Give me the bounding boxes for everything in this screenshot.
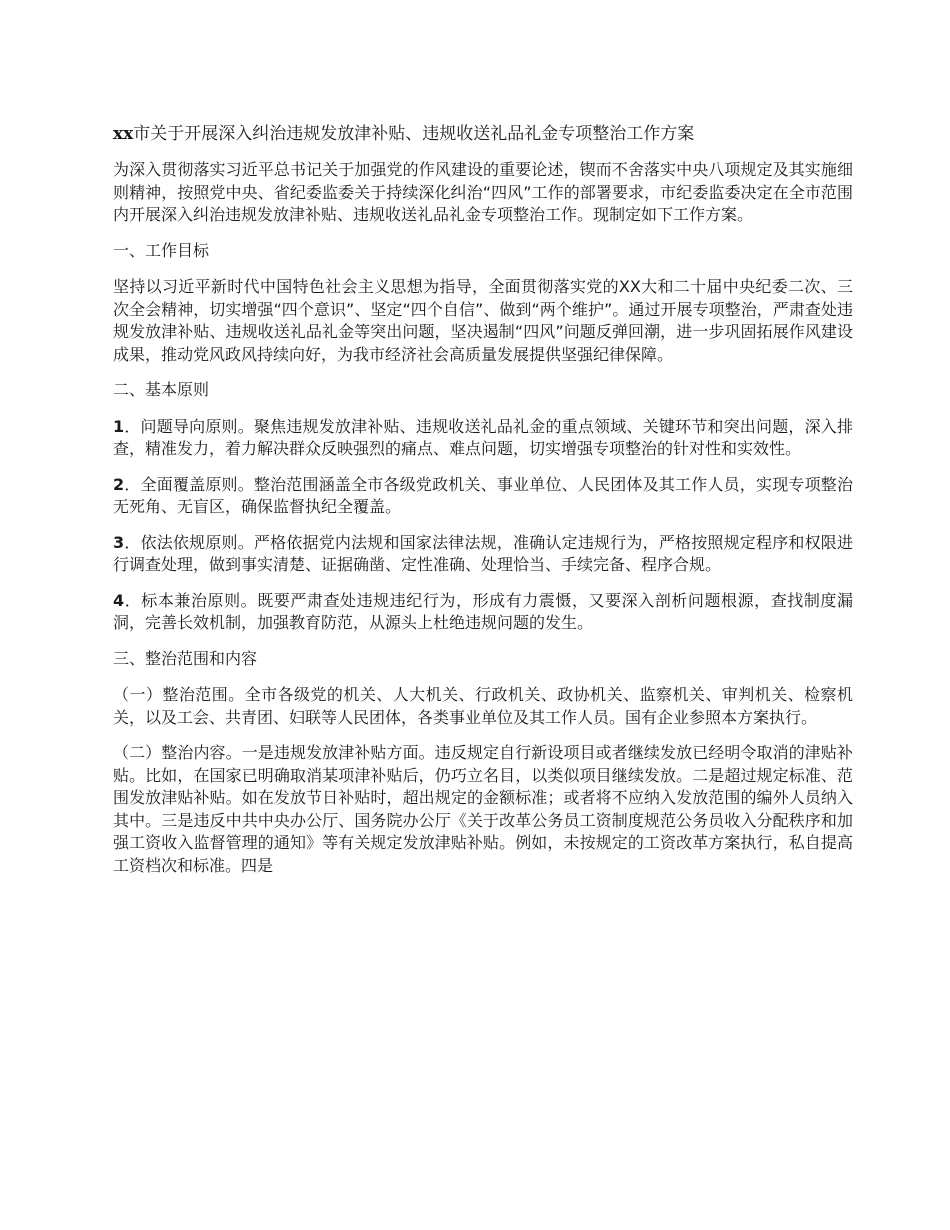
principle-text: ．全面覆盖原则。整治范围涵盖全市各级党政机关、事业单位、人民团体及其工作人员，实现专项整治无死角、无盲区，确保监督执纪全覆盖。 bbox=[113, 474, 853, 516]
principle-number: 1 bbox=[113, 416, 125, 436]
principle-number: 4 bbox=[113, 590, 125, 610]
title-prefix: xx bbox=[113, 124, 134, 144]
principle-item bbox=[113, 474, 853, 519]
goals-paragraph: 坚持以习近平新时代中国特色社会主义思想为指导，全面贯彻落实党的XX大和二十届中央纪委二次、三次全会精神，切实增强“四个意识”、坚定“四个自信”、做到“两个维护”。通过开展专项整治，严肃查处违规发放津补贴、违规收送礼品礼金等突出问题，坚决遏制“四风”问题反弹回潮，进一步巩固拓展作风建设成果，推动党风政风持续向好，为我市经济社会高质量发展提供坚强纪律保障。 bbox=[113, 277, 853, 364]
section-heading-scope: 三、整治范围和内容 bbox=[113, 648, 258, 668]
scope-paragraph: （一）整治范围。全市各级党的机关、人大机关、行政机关、政协机关、监察机关、审判机关、检察机关，以及工会、共青团、妇联等人民团体，各类事业单位及其工作人员。国有企业参照本方案执行。 bbox=[113, 685, 853, 727]
document-page bbox=[113, 122, 853, 890]
intro-paragraph: 为深入贯彻落实习近平总书记关于加强党的作风建设的重要论述，锲而不舍落实中央八项规定及其实施细则精神，按照党中央、省纪委监委关于持续深化纠治“四风”工作的部署要求，市纪委监委决定在全市范围内开展深入纠治违规发放津补贴、违规收送礼品礼金专项整治工作。现制定如下工作方案。 bbox=[113, 160, 853, 224]
principle-number: 2 bbox=[113, 474, 125, 494]
document-title bbox=[113, 122, 853, 146]
principle-text: ．依法依规原则。严格依据党内法规和国家法律法规，准确认定违规行为，严格按照规定程序和权限进行调查处理，做到事实清楚、证据确凿、定性准确、处理恰当、手续完备、程序合规。 bbox=[113, 532, 853, 574]
principle-text: ．标本兼治原则。既要严肃查处违规违纪行为，形成有力震慑，又要深入剖析问题根源，查找制度漏洞，完善长效机制，加强教育防范，从源头上杜绝违规问题的发生。 bbox=[113, 590, 853, 632]
principle-text: ．问题导向原则。聚焦违规发放津补贴、违规收送礼品礼金的重点领域、关键环节和突出问题，深入排查，精准发力，着力解决群众反映强烈的痛点、难点问题，切实增强专项整治的针对性和实效性。 bbox=[113, 416, 853, 458]
title-text: 市关于开展深入纠治违规发放津补贴、违规收送礼品礼金专项整治工作方案 bbox=[133, 124, 695, 144]
principle-item bbox=[113, 416, 853, 461]
principle-item bbox=[113, 590, 853, 635]
principle-number: 3 bbox=[113, 532, 125, 552]
section-heading-principles: 二、基本原则 bbox=[113, 380, 210, 399]
principle-item bbox=[113, 532, 853, 577]
section-heading-goals: 一、工作目标 bbox=[113, 240, 210, 260]
content-paragraph: （二）整治内容。一是违规发放津补贴方面。违反规定自行新设项目或者继续发放已经明令取消的津贴补贴。比如，在国家已明确取消某项津补贴后，仍巧立名目，以类似项目继续发放。二是超过规定标准、范围发放津贴补贴。如在发放节日补贴时，超出规定的金额标准；或者将不应纳入发放范围的编外人员纳入其中。三是违反中共中央办公厅、国务院办公厅《关于改革公务员工资制度规范公务员收入分配秩序和加强工资收入监督管理的通知》等有关规定发放津贴补贴。例如，未按规定的工资改革方案执行，私自提高工资档次和标准。四是 bbox=[113, 743, 853, 875]
